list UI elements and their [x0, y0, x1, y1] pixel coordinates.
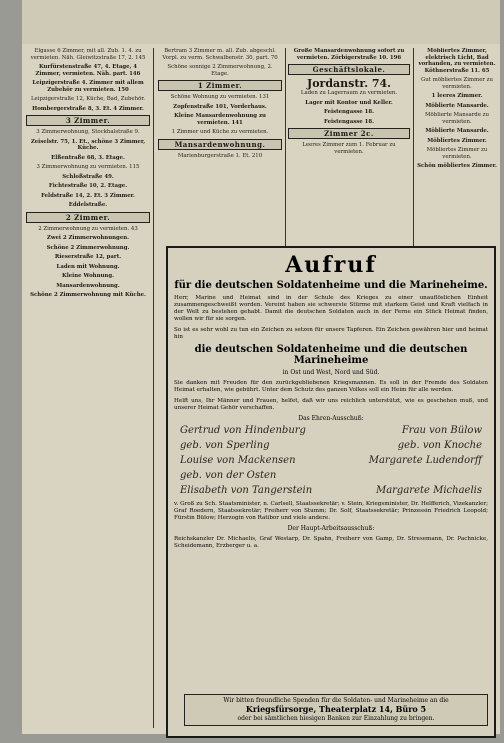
appeal-subheading: in Ost und West, Nord und Süd. [282, 369, 380, 376]
appeal-heading: die deutschen Soldatenheime und die deutschen Marineheime [194, 344, 468, 366]
listing: Möblierte Mansarde zu vermieten. [425, 112, 489, 125]
listing: Elßentraße 68, 3. Etage. [51, 154, 125, 161]
section-header-1-zimmer: 1 Zimmer. [158, 80, 282, 91]
listing: Zopfenstraße 101, Vorderhaus. [173, 103, 267, 110]
section-header-mansarden: Mansardenwohnung. [158, 139, 282, 150]
section-header-geschaeftslokale: Geschäftslokale. [288, 64, 410, 75]
section-header-3-zimmer: 3 Zimmer. [26, 115, 150, 126]
listing: 2 Zimmerwohnung zu vermieten. 43 [38, 225, 138, 232]
listing: Möblierte Mansarde. [425, 102, 489, 109]
previous-page-strip [22, 0, 500, 44]
listing: 1 leeres Zimmer. [431, 93, 483, 99]
signature: Elisabeth von Tangerstein [180, 485, 313, 496]
listing: 3 Zimmerwohnung zu vermieten. 115 [36, 164, 140, 170]
signature: Frau von Bülow [401, 425, 482, 436]
main-committee-members: Reichskanzler Dr. Michaelis, Graf Westarp, Dr. Spahn, Freiherr von Gamp, Dr. Stresemann, Dr. Pachnicke, Scheidemann, Erzberger u. a. [174, 536, 488, 549]
listing: Elgasse 6 Zimmer, mit all. Zub. 1. 4. zu vermieten. Näh. Gleiwitzstraße 17, 2. 145 [30, 48, 146, 61]
listing: Feistengasse 18. [324, 118, 374, 125]
listing: Leipzigerstraße 4. Zimmer mit allem Zubehör zu vermieten. 150 [32, 80, 144, 93]
listing: Schöne Wohnung zu vermieten. 131 [170, 94, 270, 100]
donation-line-1: Wir bitten freundliche Spenden für die Soldaten- und Marineheime an die [223, 697, 449, 704]
listing: Zeiselstr. 75, 1. Et., schöne 3 Zimmer, Küche. [30, 138, 146, 151]
listing: Feistengasse 18. [324, 109, 374, 115]
signature: Margarete Michaelis [375, 485, 482, 496]
signature: geb. von der Osten [180, 470, 277, 481]
signature-row [180, 425, 482, 437]
column-1-listings [26, 48, 150, 728]
listing: Schöne 2 Zimmerwohnung. [46, 244, 130, 251]
appeal-subtitle: für die deutschen Soldatenheime und die Marineheime. [174, 280, 488, 291]
listing: Laden mit Wohnung. [56, 263, 120, 270]
listing: Kleine Wohnung. [62, 273, 114, 279]
listing: Möbliertes Zimmer zu vermieten. [426, 147, 488, 160]
signature: Gertrud von Hindenburg [180, 425, 306, 436]
signature-row [180, 485, 482, 497]
appeal-title: Aufruf [285, 252, 377, 278]
listing: Möbliertes Zimmer, elektrisch Licht, Bad vorhanden, zu vermieten. Köthnerstraße 11. 65 [418, 48, 496, 74]
main-committee-heading: Der Haupt-Arbeitsausschuß: [287, 525, 375, 532]
listing: Kurfürstenstraße 47, 4. Etage, 4 Zimmer, vermieten. Näh. part. 146 [35, 64, 141, 77]
listing: Möbliertes Zimmer. [427, 137, 487, 144]
signature-row [180, 455, 482, 467]
listing: Schön möbliertes Zimmer. [417, 163, 497, 169]
listing: Lager mit Kontor und Keller. [305, 99, 393, 106]
listing: Gut möbliertes Zimmer zu vermieten. [420, 77, 493, 90]
appeal-paragraph: Helft uns, Ihr Männer und Frauen, helfet, daß wir uns reichlich unterstützt, wie es geschehen muß, und unserer Heimat Gehör verschaffen. [174, 398, 488, 411]
committee-heading: Das Ehren-Ausschuß: [298, 415, 364, 422]
listing: Möblierte Mansarde. [425, 128, 489, 134]
signature-row [180, 440, 482, 452]
appeal-paragraph: So ist es sehr wohl zu tun ein Zeichen zu setzen für unsere Tapferen. Ein Zeichen gewähren hier und heimat hin [174, 327, 488, 340]
section-header-zimmer: Zimmer 2c. [288, 128, 410, 139]
donation-address: Kriegsfürsorge, Theaterplatz 14, Büro 5 [245, 704, 427, 714]
listing: 3 Zimmerwohnung, Stockhalstraße 9. [36, 129, 140, 135]
listing: Große Mansardenwohnung sofort zu vermieten. Zörbigerstraße 10. 196 [293, 48, 405, 61]
listing: Hombergerstraße 8, 3. Et. 4 Zimmer. [32, 105, 144, 112]
donation-line-3: oder bei sämtlichen hiesigen Banken zur Einzahlung zu bringen. [237, 715, 435, 722]
listing: Kleine Mansardenwohnung zu vermieten. 141 [174, 113, 266, 126]
listing-headline: Jordanstr. 74. [306, 77, 391, 90]
donation-box [184, 694, 488, 726]
listing: 1 Zimmer und Küche zu vermieten. [171, 129, 269, 135]
listing: Laden zu Lagerraum zu vermieten. [300, 90, 398, 96]
signature: Margarete Ludendorff [368, 455, 482, 466]
listing: Marienburgerstraße 1. Et. 210 [177, 152, 263, 159]
listing: Schöne 2 Zimmerwohnung mit Küche. [30, 292, 146, 298]
listing: Feldstraße 14, 2. Et. 3 Zimmer. [41, 192, 135, 199]
section-header-2-zimmer: 2 Zimmer. [26, 212, 150, 223]
listing: Leeres Zimmer zum 1. Februar zu vermieten. [302, 142, 396, 155]
signature: Louise von Mackensen [180, 455, 296, 466]
listing: Leipzigerstraße 12, Küche, Bad, Zubehör. [30, 96, 146, 102]
listing: Schöne sonnige 2 Zimmerwohnung, 2. Etage. [167, 64, 273, 77]
appeal-panel [166, 246, 496, 738]
listing: Fichtestraße 10, 2. Etage. [48, 183, 128, 189]
signature: geb. von Knoche [397, 440, 482, 451]
listing: Zwei 2 Zimmerwohnungen. [46, 235, 130, 241]
appeal-paragraph: Herr, Marine und Heimat sind in der Schule des Krieges zu einer unauflöslichen Einheit zusammengeschweißt worden. Vereint haben sie schwerste Stürme mit starkem Geist und Kraft vielfach in der Welt zu bestehen gehabt. Damit die deutschen Soldaten auch in der Ferne ein Stück Heimat finden, wollen wir für sie sorgen. [174, 295, 488, 322]
committee-members: v. Groß zu Sch. Staatsminister, n. Carlsell, Staatssekretär; v. Stein, Kriegsminister, Dr. Helfferich, Vizekanzler; Graf Roedern, Staatssekretär; Freiherr von Stumm; Dr. Solf, Staatssekretär; Prinzessin Friedrich Leopold; Fürstin Bülow; Herzogin von Ratibor und viele andere. [174, 501, 488, 521]
listing: Schloßstraße 49. [62, 173, 114, 180]
listing: Rieserstraße 12, part. [54, 254, 122, 260]
listing: Eddelstraße. [68, 202, 108, 208]
signature: geb. von Sperling [180, 440, 270, 451]
listing: Bertram 3 Zimmer m. all. Zub. abgeschl. Vorpl. zu verm. Schwalbenstr. 30, part. 70 [162, 48, 278, 61]
appeal-paragraph: Sie danken mit Freuden für den zurückgebliebenen Kriegsmannen. Es soll in der Fremde des Soldaten Heimat erhalten, wie gebührt. Unter dem Schutz des ganzen Volkes soll ein Heim für alle werden. [174, 380, 488, 393]
listing: Mansardenwohnung. [56, 282, 120, 289]
column-divider [153, 48, 154, 728]
signature-row [180, 470, 482, 482]
